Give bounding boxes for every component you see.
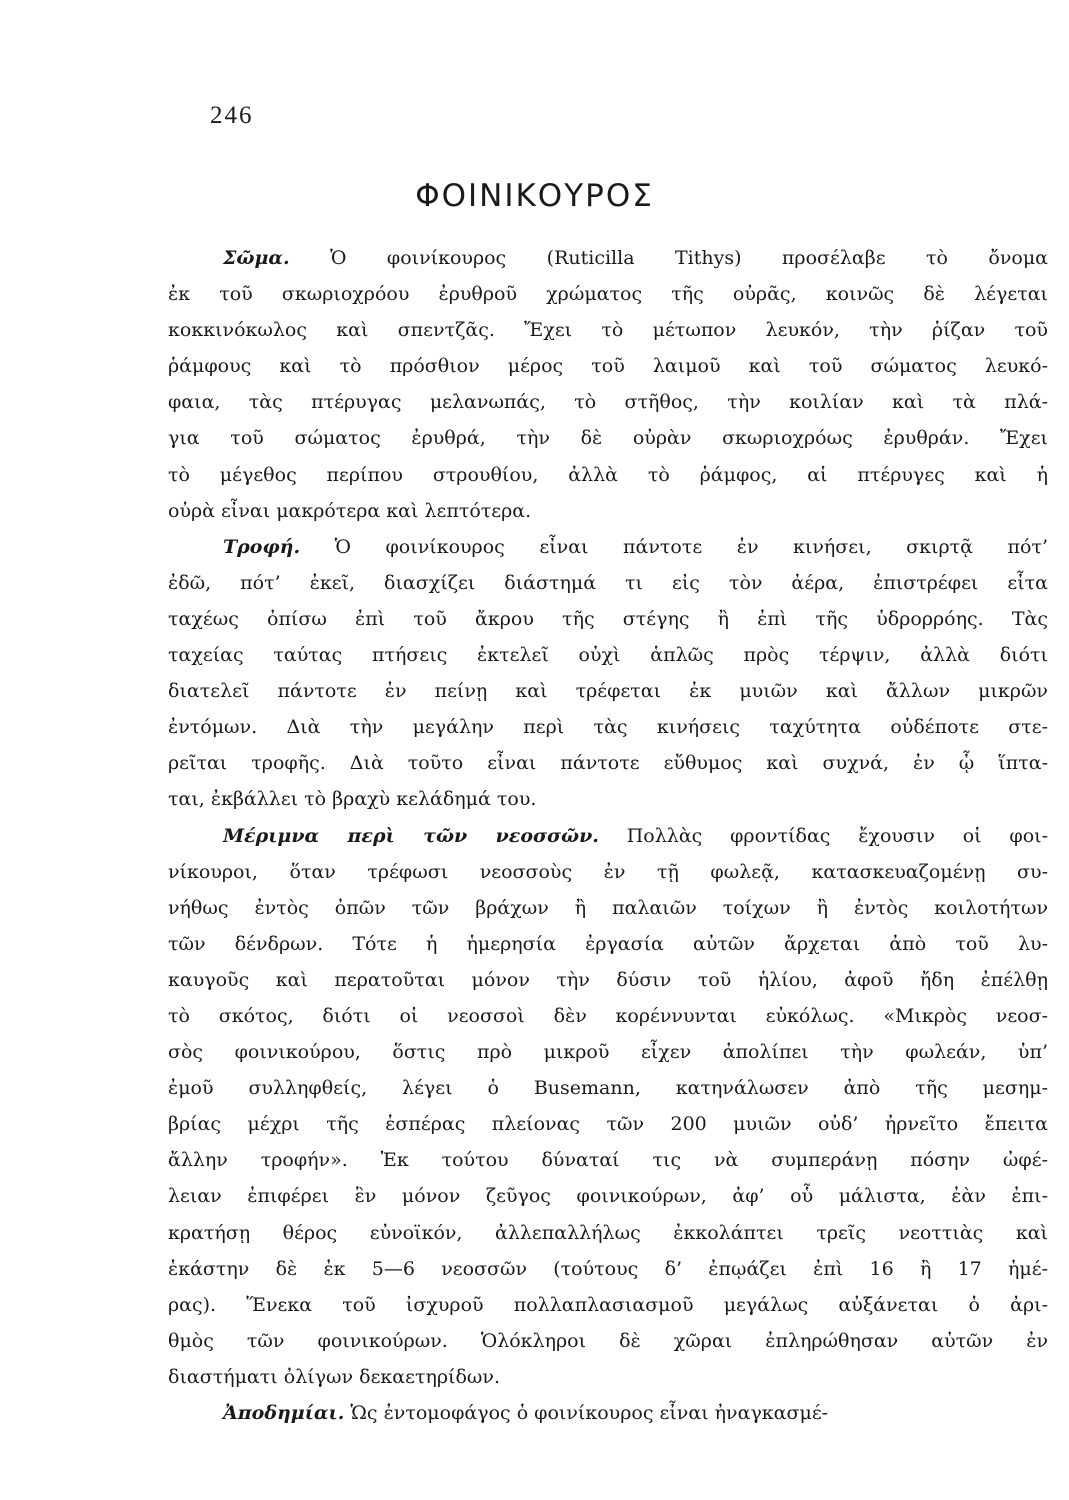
text-line: νίκουροι, ὅταν τρέφωσι νεοσσοὺς ἐν τῇ φωλεᾷ, κατασκευαζομένῃ συ- — [168, 860, 1048, 883]
body-text — [168, 240, 1048, 1431]
page-number: 246 — [210, 102, 254, 129]
text-line: ἑκάστην δὲ ἐκ 5—6 νεοσσῶν (τούτους δ’ ἐπῳάζει ἐπὶ 16 ἢ 17 ἡμέ- — [168, 1257, 1048, 1280]
text-line: διατελεῖ πάντοτε ἐν πείνῃ καὶ τρέφεται ἐκ μυιῶν καὶ ἄλλων μικρῶν — [168, 680, 1048, 703]
text-line: τὸ σκότος, διότι οἱ νεοσσοὶ δὲν κορέννυνται εὐκόλως. «Μικρὸς νεοσ- — [168, 1004, 1048, 1027]
text-line: κρατήσῃ θέρος εὐνοϊκόν, ἀλλεπαλλήλως ἐκκολάπτει τρεῖς νεοττιὰς καὶ — [168, 1221, 1048, 1244]
text-line — [168, 818, 1048, 854]
text-line: ἐντόμων. Διὰ τὴν μεγάλην περὶ τὰς κινήσεις ταχύτητα οὐδέποτε στε- — [168, 716, 1048, 739]
paragraph — [168, 1395, 1048, 1431]
text-line: κοκκινόκωλος καὶ σπεντζᾶς. Ἔχει τὸ μέτωπον λευκόν, τὴν ῥίζαν τοῦ — [168, 319, 1048, 342]
text-line — [168, 1395, 1048, 1431]
text-line: ἐκ τοῦ σκωριοχρόου ἐρυθροῦ χρώματος τῆς οὐρᾶς, κοινῶς δὲ λέγεται — [168, 283, 1048, 306]
section-heading: Τροφή. — [223, 535, 301, 558]
text-line: φαια, τὰς πτέρυγας μελανωπάς, τὸ στῆθος, τὴν κοιλίαν καὶ τὰ πλά- — [168, 391, 1048, 414]
text-line: οὐρὰ εἶναι μακρότερα καὶ λεπτότερα. — [168, 499, 532, 522]
text-line — [168, 240, 1048, 276]
text-line: ῥάμφους καὶ τὸ πρόσθιον μέρος τοῦ λαιμοῦ καὶ τοῦ σώματος λευκό- — [168, 355, 1048, 378]
text-line: τὸ μέγεθος περίπου στρουθίου, ἀλλὰ τὸ ῥάμφος, αἱ πτέρυγες καὶ ἡ — [168, 463, 1048, 486]
section-heading: Μέριμνα περὶ τῶν νεοσσῶν. — [223, 824, 599, 847]
paragraph — [168, 529, 1048, 818]
paragraph — [168, 240, 1048, 529]
text-line: ἐδῶ, πότ’ ἐκεῖ, διασχίζει διάστημά τι εἰς τὸν ἀέρα, ἐπιστρέφει εἶτα — [168, 571, 1048, 594]
text-line: ταχέως ὀπίσω ἐπὶ τοῦ ἄκρου τῆς στέγης ἢ ἐπὶ τῆς ὑδρορρόης. Τὰς — [168, 607, 1048, 630]
section-heading: Ἀποδημίαι. — [223, 1402, 345, 1424]
paragraph — [168, 818, 1048, 1396]
text-line: λειαν ἐπιφέρει ἓν μόνον ζεῦγος φοινικούρων, ἀφ’ οὗ μάλιστα, ἐὰν ἐπι- — [168, 1185, 1048, 1208]
line-text: Ὁ φοινίκουρος (Ruticilla Tithys) προσέλαβε τὸ ὄνομα — [289, 247, 1048, 269]
text-line: για τοῦ σώματος ἐρυθρά, τὴν δὲ οὐρὰν σκωριοχρόως ἐρυθράν. Ἔχει — [168, 427, 1048, 450]
text-line: ρας). Ἕνεκα τοῦ ἰσχυροῦ πολλαπλασιασμοῦ μεγάλως αὐξάνεται ὁ ἀρι- — [168, 1293, 1048, 1316]
text-line: διαστήματι ὀλίγων δεκαετηρίδων. — [168, 1365, 500, 1388]
text-line: ται, ἐκβάλλει τὸ βραχὺ κελάδημά του. — [168, 788, 537, 811]
text-line: ἄλλην τροφήν». Ἐκ τούτου δύναταί τις νὰ συμπεράνῃ πόσην ὠφέ- — [168, 1149, 1048, 1172]
chapter-title: ΦΟΙΝΙΚΟΥΡΟΣ — [415, 178, 654, 214]
text-line: θμὸς τῶν φοινικούρων. Ὁλόκληροι δὲ χῶραι ἐπληρώθησαν αὐτῶν ἐν — [168, 1329, 1048, 1352]
text-line: νήθως ἐντὸς ὀπῶν τῶν βράχων ἢ παλαιῶν τοίχων ἢ ἐντὸς κοιλοτήτων — [168, 896, 1048, 919]
text-line: καυγοῦς καὶ περατοῦται μόνον τὴν δύσιν τοῦ ἡλίου, ἀφοῦ ἤδη ἐπέλθῃ — [168, 968, 1048, 991]
text-line: ταχείας ταύτας πτήσεις ἐκτελεῖ οὐχὶ ἁπλῶς πρὸς τέρψιν, ἀλλὰ διότι — [168, 644, 1048, 667]
text-line: σὸς φοινικούρου, ὅστις πρὸ μικροῦ εἶχεν ἀπολίπει τὴν φωλεάν, ὑπ’ — [168, 1041, 1048, 1064]
text-line: ρεῖται τροφῆς. Διὰ τοῦτο εἶναι πάντοτε εὔθυμος καὶ συχνά, ἐν ᾧ ἵπτα- — [168, 752, 1048, 775]
text-line — [168, 529, 1048, 565]
line-text: Ὁ φοινίκουρος εἶναι πάντοτε ἐν κινήσει, σκιρτᾷ πότ’ — [300, 535, 1048, 558]
line-text: Ὡς ἐντομοφάγος ὁ φοινίκουρος εἶναι ἠναγκασμέ- — [344, 1402, 829, 1424]
section-heading: Σῶμα. — [223, 247, 290, 269]
line-text: Πολλὰς φροντίδας ἔχουσιν οἱ φοι- — [598, 824, 1048, 847]
text-line: τῶν δένδρων. Τότε ἡ ἡμερησία ἐργασία αὐτῶν ἄρχεται ἀπὸ τοῦ λυ- — [168, 932, 1048, 955]
text-line: βρίας μέχρι τῆς ἑσπέρας πλείονας τῶν 200 μυιῶν οὐδ’ ἠρνεῖτο ἔπειτα — [168, 1113, 1048, 1136]
text-line: ἐμοῦ συλληφθείς, λέγει ὁ Busemann, κατηνάλωσεν ἀπὸ τῆς μεσημ- — [168, 1077, 1048, 1100]
